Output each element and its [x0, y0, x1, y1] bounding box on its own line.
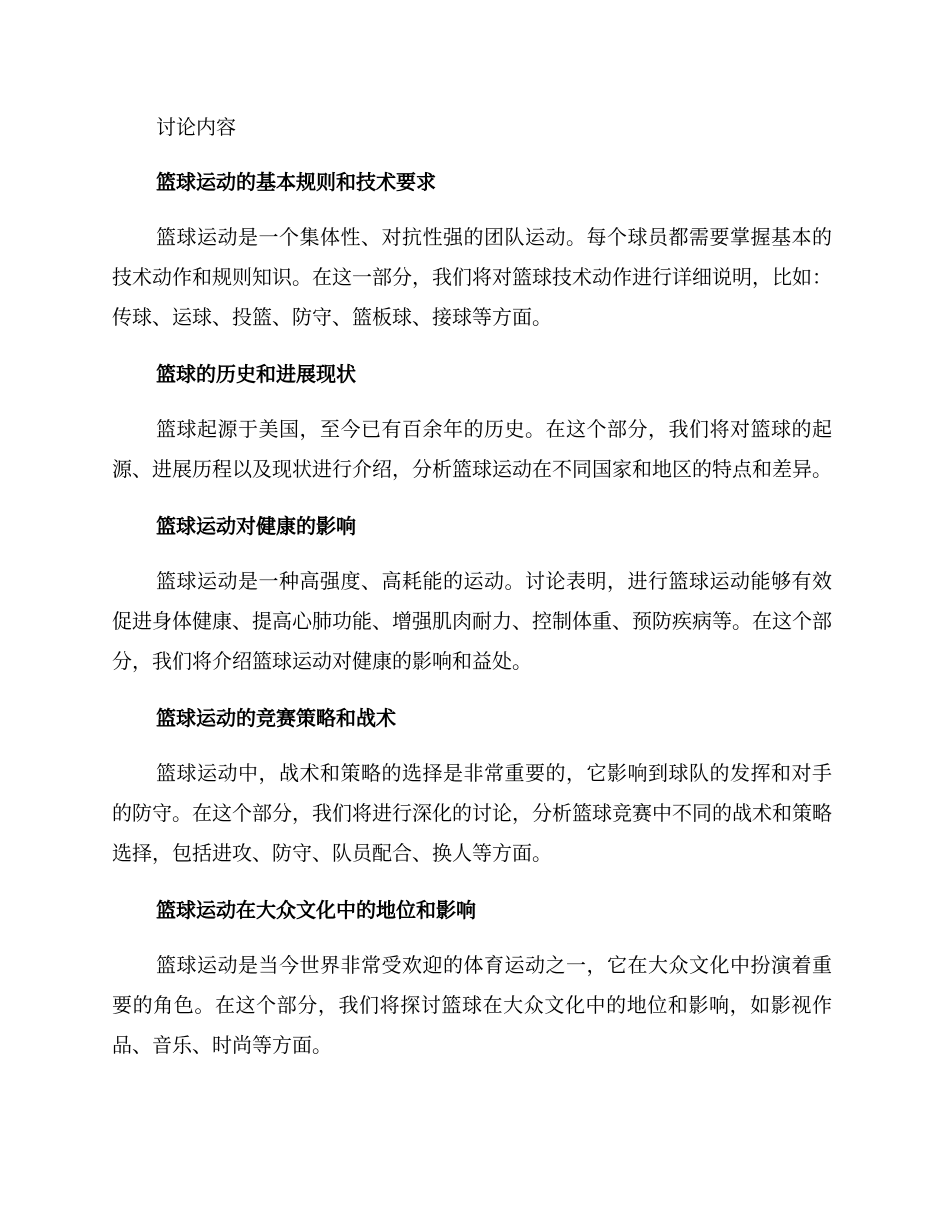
- document-title: 讨论内容: [156, 115, 236, 139]
- section-history: [112, 355, 832, 489]
- section-heading: 篮球运动对健康的影响: [156, 514, 356, 538]
- section-paragraph: 篮球运动中，战术和策略的选择是非常重要的，它影响到球队的发挥和对手的防守。在这个部分，我们将进行深化的讨论，分析篮球竞赛中不同的战术和策略选择，包括进攻、防守、队员配合、换人等方面。: [112, 761, 832, 865]
- section-heading: 篮球运动的竞赛策略和战术: [156, 706, 396, 730]
- section-strategy: [112, 699, 832, 873]
- section-paragraph: 篮球运动是一个集体性、对抗性强的团队运动。每个球员都需要掌握基本的技术动作和规则知识。在这一部分，我们将对篮球技术动作进行详细说明，比如：传球、运球、投篮、防守、篮板球、接球等方面。: [112, 225, 832, 329]
- section-paragraph: 篮球起源于美国，至今已有百余年的历史。在这个部分，我们将对篮球的起源、进展历程以及现状进行介绍，分析篮球运动在不同国家和地区的特点和差异。: [112, 417, 832, 481]
- section-basic-rules: [112, 163, 832, 337]
- document-page: [112, 108, 832, 1083]
- section-heading: 篮球运动在大众文化中的地位和影响: [156, 898, 476, 922]
- section-heading: 篮球的历史和进展现状: [156, 362, 356, 386]
- section-heading: 篮球运动的基本规则和技术要求: [156, 170, 436, 194]
- section-health: [112, 507, 832, 681]
- section-culture: [112, 891, 832, 1065]
- section-paragraph: 篮球运动是一种高强度、高耗能的运动。讨论表明，进行篮球运动能够有效促进身体健康、提高心肺功能、增强肌肉耐力、控制体重、预防疾病等。在这个部分，我们将介绍篮球运动对健康的影响和益处。: [112, 569, 832, 673]
- section-paragraph: 篮球运动是当今世界非常受欢迎的体育运动之一，它在大众文化中扮演着重要的角色。在这个部分，我们将探讨篮球在大众文化中的地位和影响，如影视作品、音乐、时尚等方面。: [112, 953, 832, 1057]
